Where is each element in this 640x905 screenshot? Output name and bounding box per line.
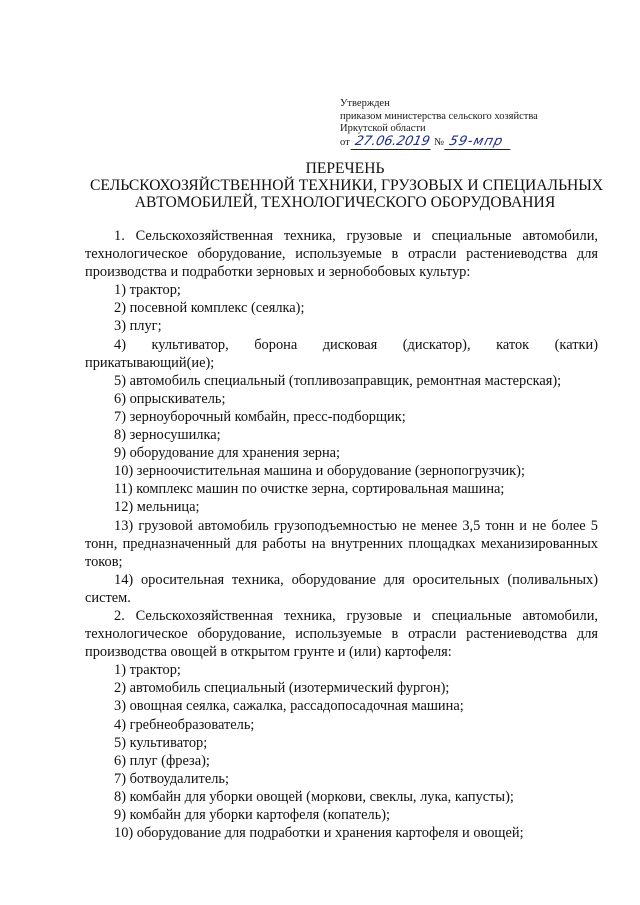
list-item: 2) посевной комплекс (сеялка); xyxy=(114,300,305,317)
list-item: 7) зерноуборочный комбайн, пресс-подборщик; xyxy=(114,408,406,425)
list-item: 5) автомобиль специальный (топливозаправщик, ремонтная мастерская); xyxy=(114,372,562,389)
list-item: 9) комбайн для уборки картофеля (копатель); xyxy=(114,807,391,823)
list-item: 7) ботвоудалитель; xyxy=(114,770,229,787)
title-line-3: АВТОМОБИЛЕЙ, ТЕХНОЛОГИЧЕСКОГО ОБОРУДОВАНИЯ xyxy=(134,194,556,211)
list-item: 6) плуг (фреза); xyxy=(114,752,210,769)
list-item: 1) трактор; xyxy=(114,662,181,679)
list-item: 10) зерноочистительная машина и оборудование (зернопогрузчик); xyxy=(114,463,525,480)
list-item: 10) оборудование для подработки и хранения картофеля и овощей; xyxy=(114,825,524,842)
approval-block xyxy=(340,98,570,149)
section-1-intro: 1. Сельскохозяйственная техника, грузовые и специальные автомобили, технологическое оборудование, используемые в отрасли растениеводства для производства и подработки зерновых и зернобобовых культур: xyxy=(85,228,598,281)
list-item: 8) комбайн для уборки овощей (моркови, свеклы, лука, капусты); xyxy=(114,788,514,805)
list-item: 3) плуг; xyxy=(114,318,162,335)
list-item: 4) гребнеобразователь; xyxy=(114,716,255,733)
approval-date-number xyxy=(340,133,570,150)
section-2-intro: 2. Сельскохозяйственная техника, грузовые и специальные автомобили, технологическое оборудование, используемые в отрасли растениеводства для производства овощей в открытом грунте и (или) картофеля: xyxy=(85,607,598,661)
approval-line-1: Утвержден xyxy=(340,98,390,109)
handwritten-number: 59-мпр xyxy=(444,136,513,150)
date-prefix: от xyxy=(340,136,350,148)
document-title xyxy=(90,160,604,211)
list-item: 14) оросительная техника, оборудование для оросительных (поливальных) систем. xyxy=(85,571,598,606)
list-item: 3) овощная сеялка, сажалка, рассадопосадочная машина; xyxy=(114,698,464,715)
list-item: 4) культиватор, борона дисковая (дискатор), каток (катки) прикатывающий(ие); xyxy=(85,336,598,371)
list-item: 8) зерносушилка; xyxy=(114,427,221,444)
handwritten-date: 27.06.2019 xyxy=(350,136,433,150)
number-prefix: № xyxy=(434,136,445,148)
approval-line-2: приказом министерства сельского хозяйства xyxy=(340,110,538,122)
list-item: 1) трактор; xyxy=(114,282,181,299)
list-item: 11) комплекс машин по очистке зерна, сортировальная машина; xyxy=(114,481,505,498)
list-item: 2) автомобиль специальный (изотермический фургон); xyxy=(114,680,450,697)
approval-line-3: Иркутской области xyxy=(340,123,426,134)
list-item: 5) культиватор; xyxy=(114,734,208,751)
list-item: 12) мельница; xyxy=(114,499,200,516)
title-line-2: СЕЛЬСКОХОЗЯЙСТВЕННОЙ ТЕХНИКИ, ГРУЗОВЫХ И СПЕЦИАЛЬНЫХ xyxy=(90,177,604,194)
list-item: 13) грузовой автомобиль грузоподъемностью не менее 3,5 тонн и не более 5 тонн, предназначенный для работы на внутренних площадках механизированных токов; xyxy=(85,517,598,570)
document-body xyxy=(85,227,598,842)
list-item: 6) опрыскиватель; xyxy=(114,390,226,407)
list-item: 9) оборудование для хранения зерна; xyxy=(114,445,341,462)
title-line-1: ПЕРЕЧЕНЬ xyxy=(305,160,385,177)
